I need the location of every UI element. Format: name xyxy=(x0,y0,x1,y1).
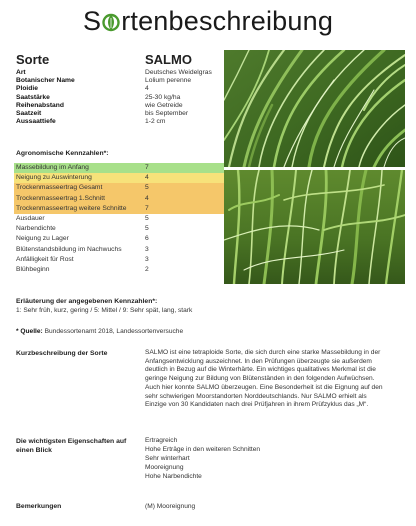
kennzahl-label: Blühbeginn xyxy=(16,265,50,273)
source-text: Bundessortenamt 2018, Landessortenversuche xyxy=(42,328,184,335)
kennzahl-value: 5 xyxy=(145,214,149,222)
attribute-label: Botanischer Name xyxy=(16,77,75,85)
kennzahl-label: Neigung zu Auswinterung xyxy=(16,174,92,182)
kennzahlen-table xyxy=(14,163,224,275)
kennzahl-row xyxy=(14,224,224,234)
kennzahl-value: 4 xyxy=(145,174,149,182)
attribute-row xyxy=(16,110,226,118)
bemerkungen-label: Bemerkungen xyxy=(16,503,62,510)
kennzahl-row xyxy=(14,265,224,275)
attribute-label: Art xyxy=(16,69,26,76)
eigenschaften-list xyxy=(145,437,260,482)
kurzbeschreibung-text xyxy=(145,349,407,410)
description-line: geringe Neigung zur Bildung von Blütenständen in den folgenden Aufwüchsen. xyxy=(145,375,375,383)
erlaeuterung-title: Erläuterung der angegebenen Kennzahlen*: xyxy=(16,298,158,305)
attributes-table xyxy=(16,69,226,126)
kennzahl-value: 5 xyxy=(145,225,149,233)
kurzbeschreibung-label: Kurzbeschreibung der Sorte xyxy=(16,350,108,357)
attribute-label: Saatstärke xyxy=(16,93,50,101)
attribute-label: Reihenabstand xyxy=(16,101,64,109)
attribute-row xyxy=(16,77,226,85)
kennzahl-label: Blütenstandsbildung im Nachwuchs xyxy=(16,245,122,253)
attribute-value: 1-2 cm xyxy=(145,118,166,126)
variety-label: Sorte xyxy=(16,52,50,67)
attribute-row xyxy=(16,94,226,102)
description-line: deutlich in Bezug auf die Winterhärte. Ein wichtiges qualitatives Merkmal ist die xyxy=(145,366,376,374)
kennzahl-row xyxy=(14,214,224,224)
list-item: Sehr winterhart xyxy=(145,454,190,462)
kennzahl-row xyxy=(14,245,224,255)
kennzahl-label: Trockenmasseertrag 1.Schnitt xyxy=(16,194,105,202)
title-end: rtenbeschreibung xyxy=(121,6,334,36)
kennzahl-value: 4 xyxy=(145,194,149,202)
eigenschaften-label: Die wichtigsten Eigenschaften auf einen Blick xyxy=(16,438,127,454)
attribute-value: 4 xyxy=(145,85,149,93)
kennzahl-label: Massebildung im Anfang xyxy=(16,164,89,171)
list-item: Hohe Erträge in den weiteren Schnitten xyxy=(145,445,261,453)
kennzahl-row xyxy=(14,194,224,204)
kennzahl-label: Narbendichte xyxy=(16,225,56,233)
kennzahl-value: 7 xyxy=(145,204,149,212)
attribute-value: wie Getreide xyxy=(145,101,183,109)
kennzahl-label: Anfälligkeit für Rost xyxy=(16,255,74,263)
leaf-o-icon xyxy=(101,12,121,32)
variety-name: SALMO xyxy=(145,52,192,67)
kennzahl-label: Neigung zu Lager xyxy=(16,235,69,243)
attribute-row xyxy=(16,118,226,126)
erlaeuterung-text: 1: Sehr früh, kurz, gering / 5: Mittel / 9: Sehr spät, lang, stark xyxy=(16,307,193,314)
description-line: SALMO ist eine tetraploide Sorte, die sich durch eine starke Massebildung in der xyxy=(145,349,381,356)
kennzahl-value: 3 xyxy=(145,245,149,253)
attribute-row xyxy=(16,102,226,110)
kennzahl-row xyxy=(14,183,224,193)
source-label: * Quelle: xyxy=(16,328,43,335)
kennzahl-value: 3 xyxy=(145,255,149,263)
kennzahl-label: Trockenmasseertrag weitere Schnitte xyxy=(16,204,127,212)
kennzahl-row xyxy=(14,173,224,183)
attribute-row xyxy=(16,85,226,93)
source-note xyxy=(16,328,183,335)
kennzahl-value: 6 xyxy=(145,235,149,243)
kennzahl-row xyxy=(14,163,224,173)
attribute-value: 25-30 kg/ha xyxy=(145,93,181,101)
attribute-label: Saatzeit xyxy=(16,110,42,118)
title-start: S xyxy=(82,6,102,36)
description-line: Auch hier konnte SALMO überzeugen. Eine Besonderheit ist die Eignung auf den xyxy=(145,383,383,391)
attribute-value: bis September xyxy=(145,110,189,118)
description-line: Anfangsentwicklung auszeichnet. In den Prüfungen überzeugte sie außerdem xyxy=(145,357,372,365)
kennzahl-value: 7 xyxy=(145,164,149,171)
attribute-value: Lolium perenne xyxy=(145,77,192,85)
attribute-value: Deutsches Weidelgras xyxy=(145,69,212,76)
attribute-label: Ploidie xyxy=(16,85,38,93)
kennzahl-label: Trockenmasseertrag Gesamt xyxy=(16,184,103,192)
grass-photo-bottom xyxy=(224,170,405,284)
kennzahlen-title: Agronomische Kennzahlen*: xyxy=(16,150,109,157)
kennzahl-value: 2 xyxy=(145,265,149,273)
kennzahl-label: Ausdauer xyxy=(16,214,45,222)
attribute-label: Aussaattiefe xyxy=(16,118,56,126)
kennzahl-row xyxy=(14,255,224,265)
kennzahl-row xyxy=(14,204,224,214)
description-line: sehr schwierigen Moorstandorten Norddeutschlands. Nur SALMO erhielt als xyxy=(145,392,367,400)
attribute-row xyxy=(16,69,226,77)
page-title xyxy=(0,6,416,37)
kennzahl-row xyxy=(14,234,224,244)
list-item: Mooreignung xyxy=(145,463,184,471)
description-line: Einzige von 30 Kandidaten nach drei Prüfjahren in ihrem Prüfzyklus das „M“. xyxy=(145,401,369,409)
kennzahl-value: 5 xyxy=(145,184,149,192)
list-item: Hohe Narbendichte xyxy=(145,472,202,480)
grass-photo-top xyxy=(224,50,405,167)
list-item: Ertragreich xyxy=(145,437,178,444)
bemerkungen-text: (M) Mooreignung xyxy=(145,503,196,510)
